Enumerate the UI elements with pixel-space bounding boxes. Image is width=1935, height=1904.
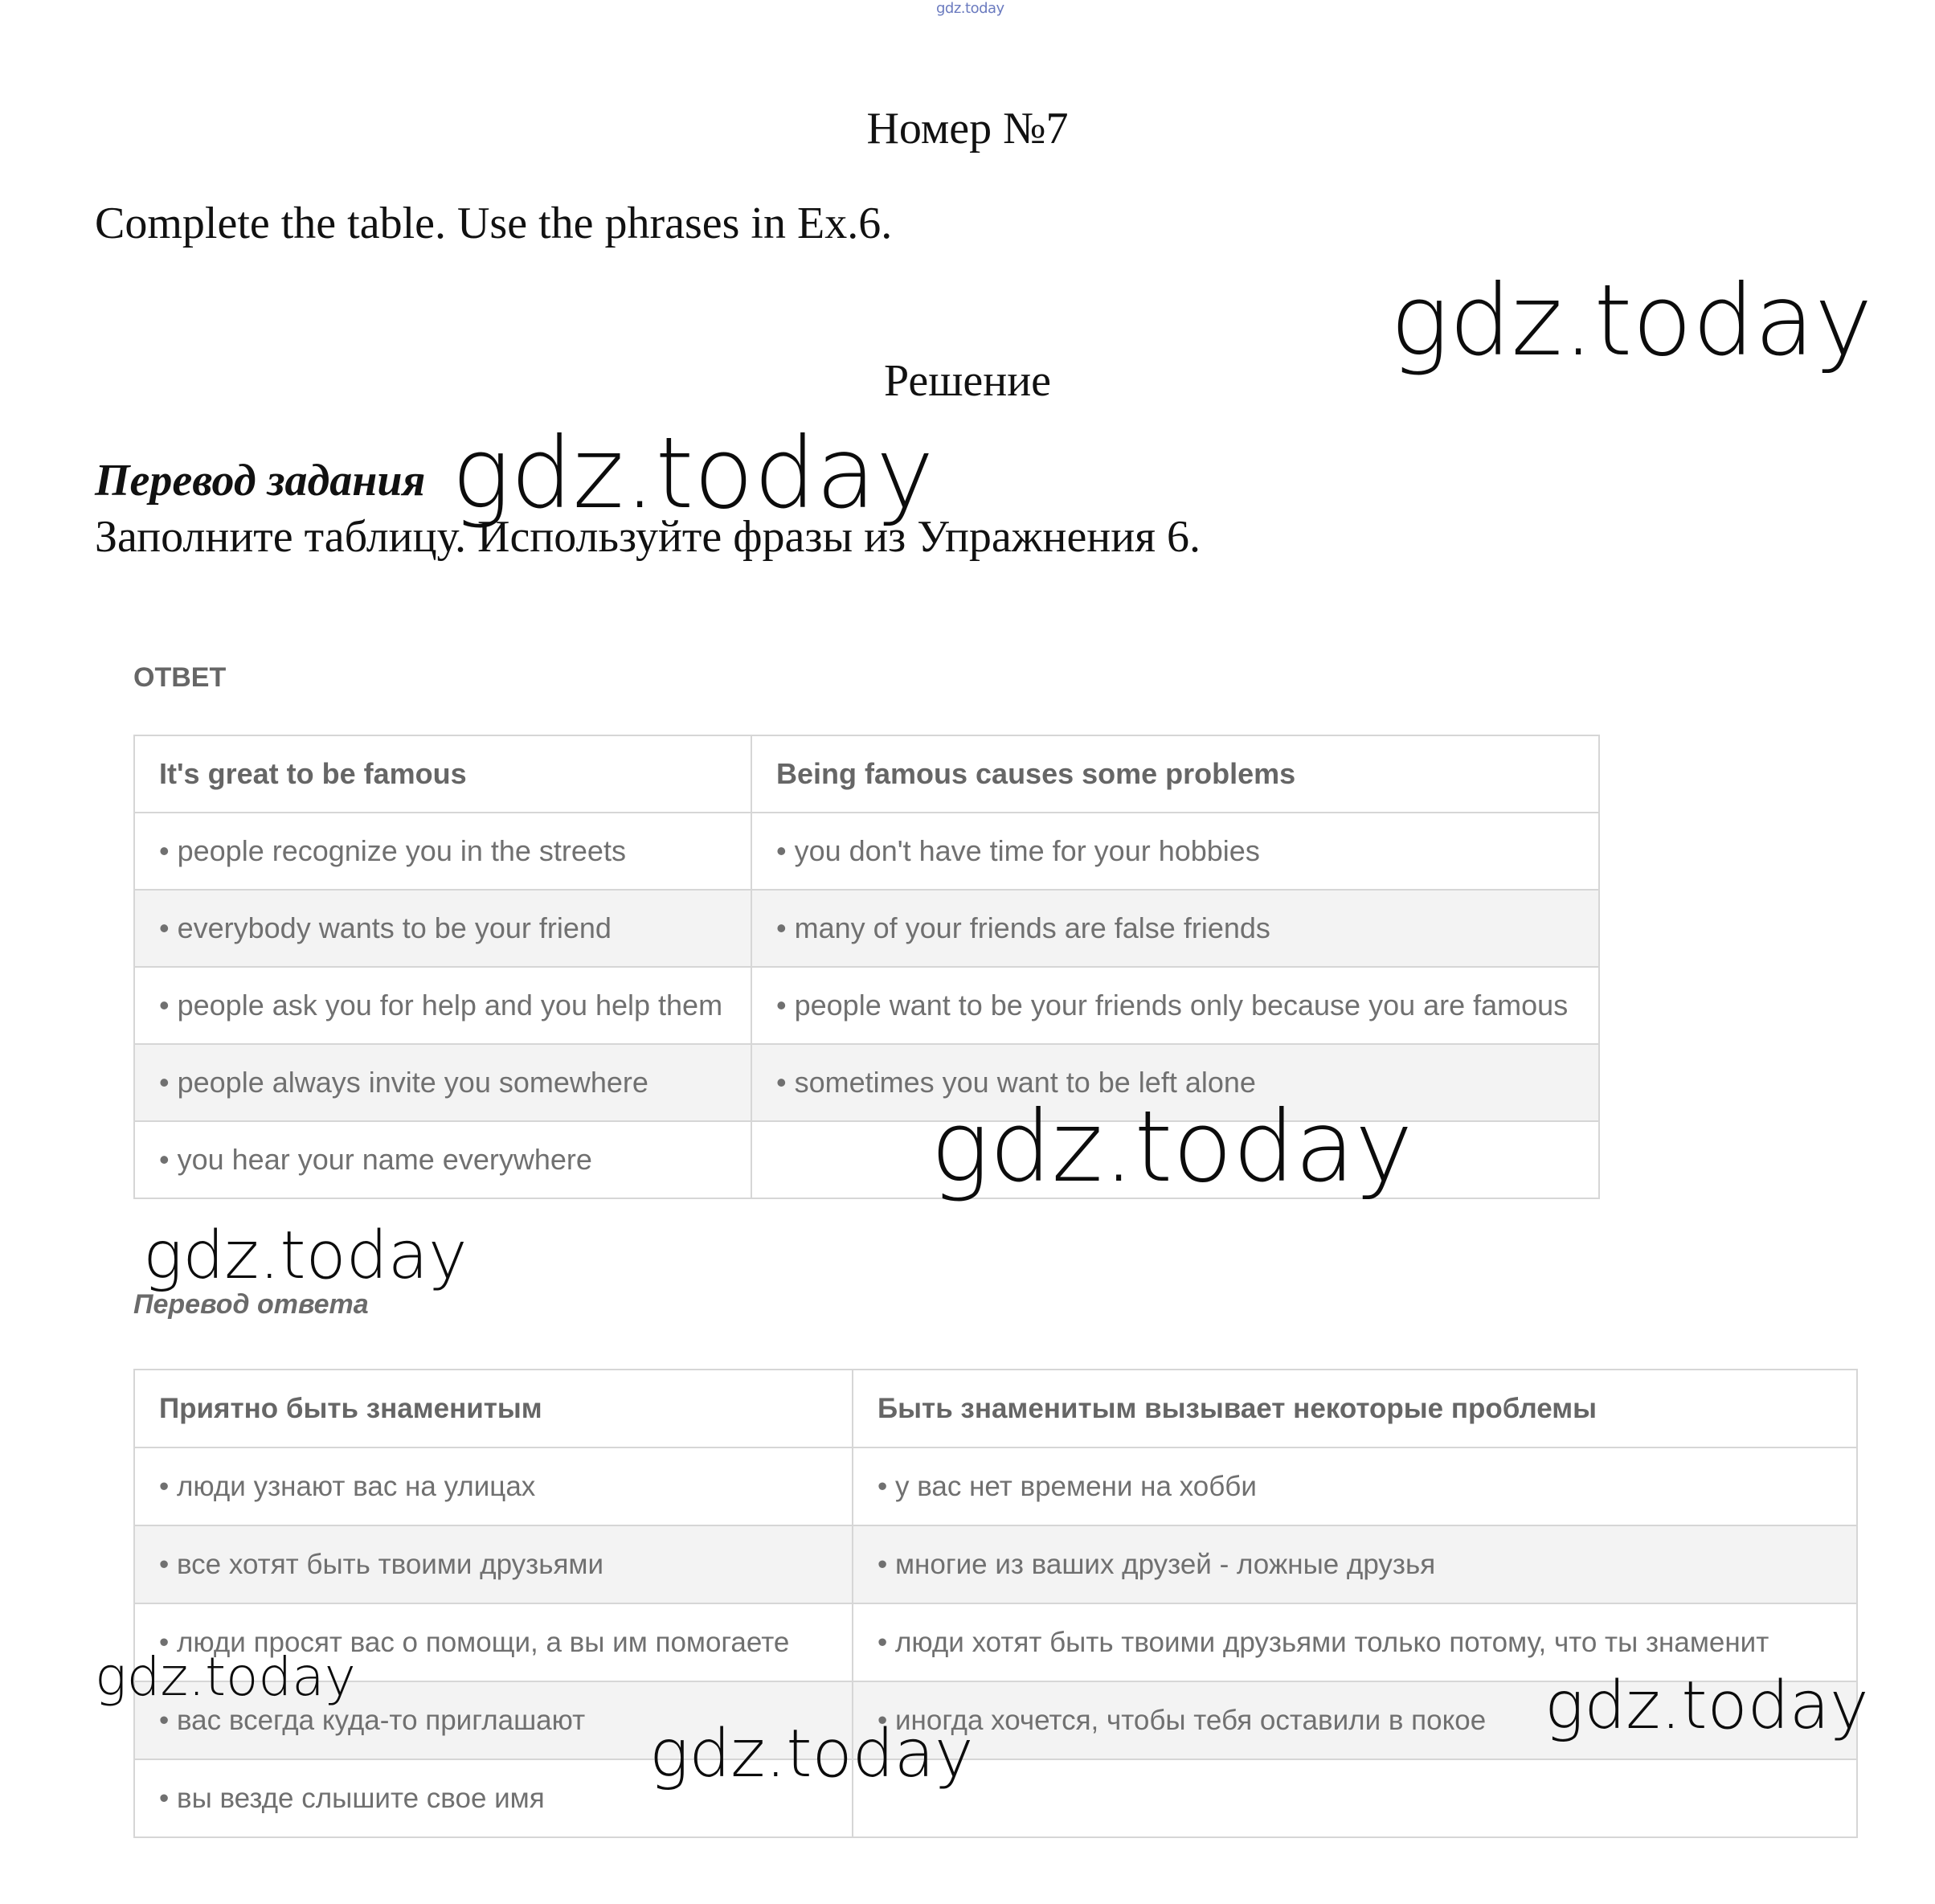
watermark: gdz.today [452, 416, 935, 530]
table-header-row [134, 1370, 1857, 1447]
solution-heading: Решение [883, 356, 1052, 406]
watermark: gdz.today [1390, 264, 1873, 378]
page-title: Номер №7 [866, 104, 1069, 154]
table-cell: • иногда хочется, чтобы тебя оставили в покое [853, 1681, 1857, 1759]
table-cell: • you hear your name everywhere [134, 1121, 751, 1198]
table-cell: • вас всегда куда-то приглашают [134, 1681, 853, 1759]
watermark: gdz.today [1544, 1668, 1869, 1744]
task-text: Complete the table. Use the phrases in Ex.6. [95, 199, 893, 248]
watermark: gdz.today [649, 1716, 974, 1792]
table-cell: • все хотят быть твоими друзьями [134, 1525, 853, 1603]
table-cell: • люди узнают вас на улицах [134, 1447, 853, 1525]
top-watermark: gdz.today [936, 0, 1004, 17]
table-cell: • people recognize you in the streets [134, 813, 751, 890]
column-header: It's great to be famous [134, 735, 751, 813]
watermark: gdz.today [95, 1646, 356, 1708]
watermark: gdz.today [931, 1090, 1413, 1204]
watermark: gdz.today [143, 1218, 468, 1294]
column-header: Приятно быть знаменитым [134, 1370, 853, 1447]
table-cell: • у вас нет времени на хобби [853, 1447, 1857, 1525]
answer-label: ОТВЕТ [133, 662, 227, 693]
table-row [134, 1447, 1857, 1525]
table-cell: • people always invite you somewhere [134, 1044, 751, 1121]
table-row [134, 813, 1599, 890]
column-header: Being famous causes some problems [751, 735, 1599, 813]
table-header-row [134, 735, 1599, 813]
task-translation-text: Заполните таблицу. Используйте фразы из Упражнения 6. [95, 512, 1201, 562]
task-translation-label: Перевод задания [95, 456, 426, 506]
table-row [134, 1759, 1857, 1837]
column-header: Быть знаменитым вызывает некоторые проблемы [853, 1370, 1857, 1447]
answer-translation-label: Перевод ответа [133, 1289, 369, 1320]
table-row [134, 1525, 1857, 1603]
answer-translation-table [133, 1369, 1858, 1838]
table-cell: • everybody wants to be your friend [134, 890, 751, 967]
table-cell: • people want to be your friends only because you are famous [751, 967, 1599, 1044]
table-cell: • вы везде слышите свое имя [134, 1759, 853, 1837]
table-cell: • you don't have time for your hobbies [751, 813, 1599, 890]
table-row [134, 967, 1599, 1044]
table-row [134, 890, 1599, 967]
table-cell: • люди просят вас о помощи, а вы им помогаете [134, 1603, 853, 1681]
table-cell: • люди хотят быть твоими друзьями только потому, что ты знаменит [853, 1603, 1857, 1681]
table-cell: • многие из ваших друзей - ложные друзья [853, 1525, 1857, 1603]
table-cell: • sometimes you want to be left alone [751, 1044, 1599, 1121]
table-cell: • people ask you for help and you help them [134, 967, 751, 1044]
table-cell: • many of your friends are false friends [751, 890, 1599, 967]
table-cell [853, 1759, 1857, 1837]
